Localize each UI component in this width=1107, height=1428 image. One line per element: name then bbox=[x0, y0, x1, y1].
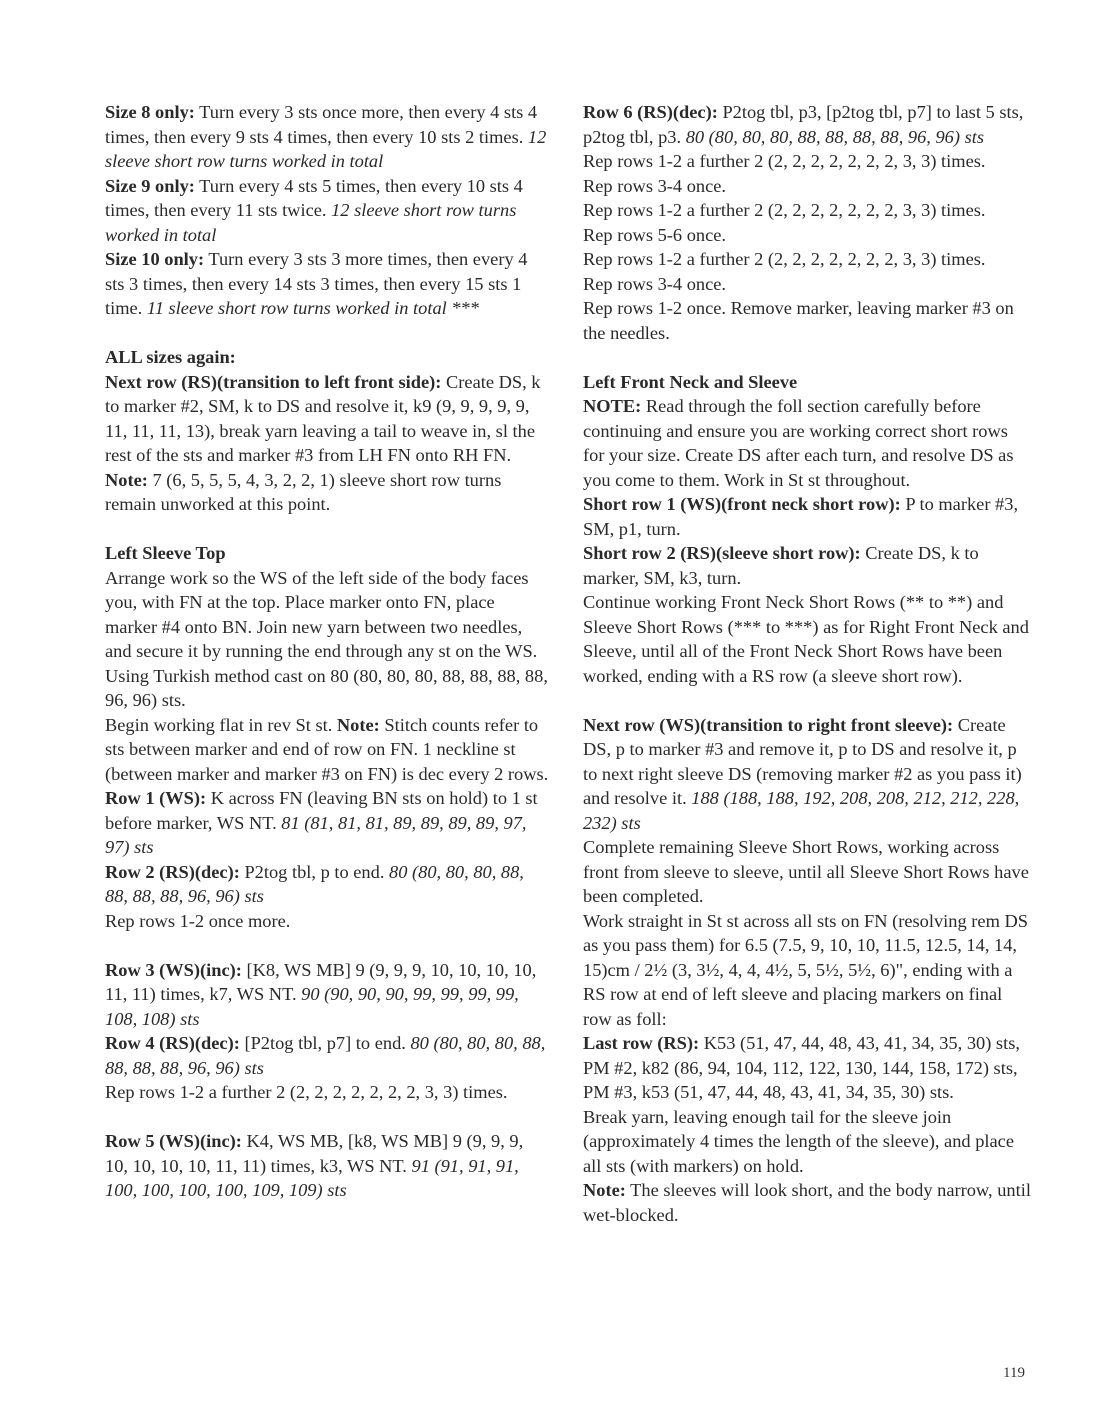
rep-line: Rep rows 1-2 a further 2 (2, 2, 2, 2, 2, 2, 2, 3, 3) times. bbox=[583, 151, 986, 171]
size-8-paragraph: Size 8 only: Turn every 3 sts once more, then every 4 sts 4 times, then every 9 sts 4 times, then every 10 sts 2 times. 12 sleeve short row turns worked in total bbox=[105, 102, 547, 171]
next-row-paragraph: Next row (WS)(transition to right front sleeve): Create DS, p to marker #3 and remove it, p to DS and resolve it, p to next right sleeve DS (removing marker #2 as you pass it) and resolve it. 188 (188, 188, 192, 208, 208, 212, 212, 228, 232) sts bbox=[583, 714, 1022, 833]
all-sizes-heading: ALL sizes again: bbox=[105, 347, 236, 367]
left-column bbox=[105, 100, 550, 1203]
complete-paragraph: Complete remaining Sleeve Short Rows, working across front from sleeve to sleeve, until all Sleeve Short Rows have been completed. bbox=[583, 837, 1029, 906]
rep-paragraph: Rep rows 1-2 once more. bbox=[105, 910, 291, 931]
row-6-paragraph: Row 6 (RS)(dec): P2tog tbl, p3, [p2tog tbl, p7] to last 5 sts, p2tog tbl, p3. 80 (80, 80, 80, 88, 88, 88, 88, 96, 96) sts bbox=[583, 102, 1024, 147]
last-row-paragraph: Last row (RS): K53 (51, 47, 44, 48, 43, 41, 34, 35, 30) sts, PM #2, k82 (86, 94, 104, 112, 122, 130, 144, 158, 172) sts, PM #3, k53 (51, 47, 44, 48, 43, 41, 34, 35, 30) sts. bbox=[583, 1033, 1020, 1102]
row-5-paragraph: Row 5 (WS)(inc): K4, WS MB, [k8, WS MB] 9 (9, 9, 9, 10, 10, 10, 10, 11, 11) times, k3, WS NT. 91 (91, 91, 91, 100, 100, 100, 100, 109, 109) sts bbox=[105, 1131, 524, 1200]
rep-line: Rep rows 5-6 once. bbox=[583, 224, 727, 245]
sleeve-top-paragraph-1: Arrange work so the WS of the left side of the body faces you, with FN at the top. Place marker onto FN, place marker #4 onto BN. Join new yarn between two needles, and secure it by running the end through any st on the WS. bbox=[105, 567, 538, 661]
row-2-paragraph: Row 2 (RS)(dec): P2tog tbl, p to end. 80 (80, 80, 80, 88, 88, 88, 88, 96, 96) sts bbox=[105, 861, 524, 906]
row-1-paragraph: Row 1 (WS): K across FN (leaving BN sts on hold) to 1 st before marker, WS NT. 81 (81, 81, 81, 89, 89, 89, 89, 97, 97) sts bbox=[105, 788, 538, 857]
size-9-paragraph: Size 9 only: Turn every 4 sts 5 times, then every 10 sts 4 times, then every 11 sts twice. 12 sleeve short row turns worked in total bbox=[105, 175, 523, 245]
note-paragraph: Note: 7 (6, 5, 5, 5, 4, 3, 2, 2, 1) sleeve short row turns remain unworked at this point. bbox=[105, 469, 502, 514]
left-sleeve-top-heading: Left Sleeve Top bbox=[105, 543, 226, 563]
break-paragraph: Break yarn, leaving enough tail for the sleeve join (approximately 4 times the length of the sleeve), and place all sts (with markers) on hold. bbox=[583, 1106, 1015, 1176]
size-10-paragraph: Size 10 only: Turn every 3 sts 3 more times, then every 4 sts 3 times, then every 14 sts 3 times, then every 15 sts 1 time. 11 sleeve short row turns worked in total *** bbox=[105, 249, 528, 318]
rep-line: Rep rows 1-2 a further 2 (2, 2, 2, 2, 2, 2, 2, 3, 3) times. bbox=[583, 249, 986, 269]
row-3-paragraph: Row 3 (WS)(inc): [K8, WS MB] 9 (9, 9, 9, 10, 10, 10, 10, 11, 11) times, k7, WS NT. 90 (90, 90, 90, 99, 99, 99, 99, 108, 108) sts bbox=[105, 959, 537, 1029]
note-paragraph: NOTE: Read through the foll section carefully before continuing and ensure you are working correct short rows for your size. Create DS after each turn, and resolve DS as you come to them. Work in St st throughout. bbox=[583, 396, 1014, 490]
short-row-2-paragraph: Short row 2 (RS)(sleeve short row): Create DS, k to marker, SM, k3, turn. bbox=[583, 543, 979, 588]
work-straight-paragraph: Work straight in St st across all sts on FN (resolving rem DS as you pass them) for 6.5 (7.5, 9, 10, 10, 11.5, 12.5, 14, 14, 15)cm / 2½ (3, 3½, 4, 4, 4½, 5, 5½, 5½, 6)", ending with a RS row at end of left sleeve and placing markers on final row as foll: bbox=[583, 910, 1028, 1029]
note-paragraph: Note: The sleeves will look short, and the body narrow, until wet-blocked. bbox=[583, 1180, 1031, 1225]
rep-paragraph: Rep rows 1-2 a further 2 (2, 2, 2, 2, 2, 2, 2, 3, 3) times. bbox=[105, 1082, 508, 1102]
rep-line: Rep rows 3-4 once. bbox=[583, 175, 727, 196]
short-row-1-paragraph: Short row 1 (WS)(front neck short row): P to marker #3, SM, p1, turn. bbox=[583, 494, 1019, 539]
row-4-paragraph: Row 4 (RS)(dec): [P2tog tbl, p7] to end. 80 (80, 80, 80, 88, 88, 88, 88, 96, 96) sts bbox=[105, 1033, 546, 1078]
left-front-neck-heading: Left Front Neck and Sleeve bbox=[583, 371, 798, 392]
rep-line: Rep rows 1-2 once. Remove marker, leaving marker #3 on the needles. bbox=[583, 298, 1014, 343]
rep-line: Rep rows 3-4 once. bbox=[583, 273, 727, 294]
next-row-paragraph: Next row (RS)(transition to left front side): Create DS, k to marker #2, SM, k to DS and resolve it, k9 (9, 9, 9, 9, 9, 11, 11, 11, 13), break yarn leaving a tail to weave in, sl the rest of the sts and marker #3 from LH FN onto RH FN. bbox=[105, 371, 541, 465]
sleeve-top-paragraph-2: Using Turkish method cast on 80 (80, 80, 80, 88, 88, 88, 88, 96, 96) sts. bbox=[105, 665, 548, 710]
page-number: 119 bbox=[1003, 1365, 1025, 1381]
right-column bbox=[583, 100, 1033, 1227]
rep-line: Rep rows 1-2 a further 2 (2, 2, 2, 2, 2, 2, 2, 3, 3) times. bbox=[583, 200, 986, 220]
begin-paragraph: Begin working flat in rev St st. Note: Stitch counts refer to sts between marker and end of row on FN. 1 neckline st (between marker and marker #3 on FN) is dec every 2 rows. bbox=[105, 714, 549, 784]
continue-paragraph: Continue working Front Neck Short Rows (** to **) and Sleeve Short Rows (*** to ***) as for Right Front Neck and Sleeve, until all of the Front Neck Short Rows have been worked, ending with a RS row (a sleeve short row). bbox=[583, 592, 1029, 686]
